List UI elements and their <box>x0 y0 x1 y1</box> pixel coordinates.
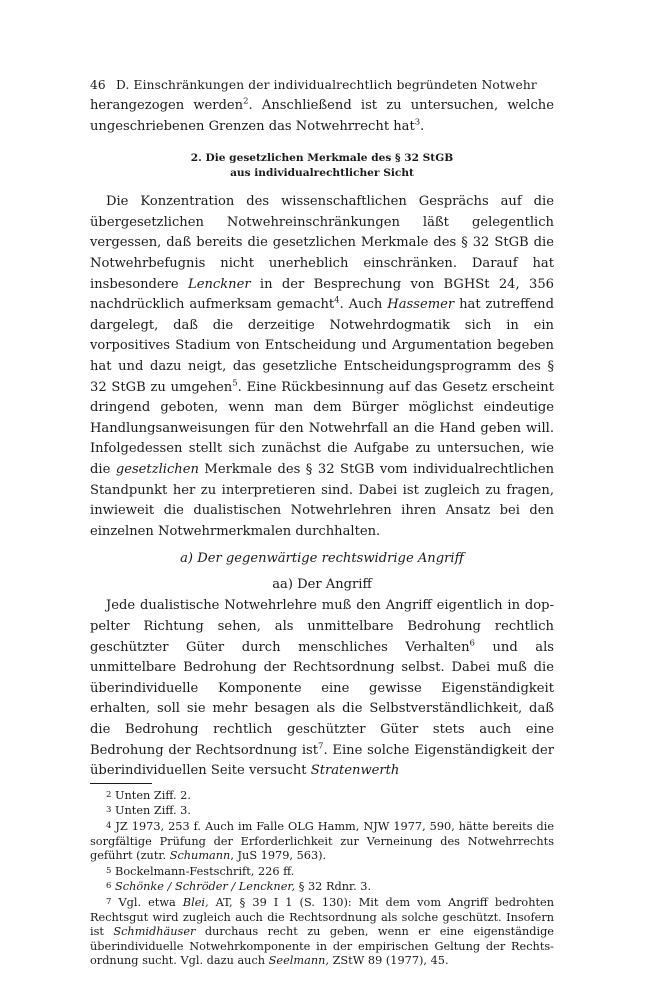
text-run: Merkmale des § 32 StGB vom individualrechtlichen Standpunkt her zu interpretieren sind. Dabei ist zugleich zu fragen, inwieweit die dualistischen Notwehrlehren ihren Ansatz bei den einzelnen Notwehrmerkmalen durchhalten. <box>90 461 554 539</box>
author-name: Schmidhäuser <box>113 925 196 939</box>
footnote-number: 5 <box>106 865 112 876</box>
author-name: Schönke / Schröder / Lenckner, <box>115 880 296 894</box>
author-name: Seelmann, <box>268 954 329 968</box>
footnote-number: 2 <box>106 789 112 800</box>
section-title-line: aus individualrechtlicher Sicht <box>230 166 414 179</box>
section-title <box>90 151 554 180</box>
footnote-ref: 2 <box>243 96 249 107</box>
footnote-text: durchaus recht zu geben, wenn er eine eigenständige überindividuelle Notwehrkomponente in der empirischen Geltung der Rechtsordnung sucht. Vgl. dazu auch <box>90 925 554 968</box>
footnote-text: Unten Ziff. 3. <box>115 804 191 818</box>
author-name: Schumann <box>169 849 231 863</box>
footnote <box>90 819 554 864</box>
running-title: D. Einschränkungen der individualrechtlich begründeten Notwehr <box>116 78 537 92</box>
intro-text: herangezogen werden <box>90 98 244 113</box>
footnote-ref: 3 <box>414 117 421 128</box>
footnote-text: Bockelmann-Festschrift, 226 ff. <box>115 864 295 878</box>
footnote <box>90 864 554 880</box>
footnote-ref: 4 <box>334 295 340 306</box>
main-text <box>90 96 554 782</box>
page-number: 46 <box>90 78 106 92</box>
intro-text: . <box>420 118 425 134</box>
footnote-ref: 5 <box>232 378 238 389</box>
text-run: . Eine Rückbesinnung auf das Gesetz erscheint dringend geboten, wenn man dem Bürger möglichst eindeutige Handlungsanweisungen für den Notwehrfall an die Hand geben will. Infolgedessen stellt sich zunächst die Aufgabe zu untersuchen, wie die <box>90 379 555 477</box>
intro-paragraph <box>90 96 554 137</box>
text-run: Jede dualistische Notwehrlehre muß den Angriff eigentlich in doppelter Richtung sehen, als unmittelbare Bedrohung rechtlich geschützter Güter durch menschliches Verhalten <box>90 598 554 655</box>
footnote-number: 7 <box>106 896 112 907</box>
footnote-text: § 32 Rdnr. 3. <box>295 880 372 894</box>
subheading: a) Der gegenwärtige rechtswidrige Angriff <box>180 551 464 567</box>
text-run: Die Konzentration des wissenschaftlichen Gesprächs auf die übergesetzlichen Notwehreinschränkungen läßt gelegentlich vergessen, daß bereits die gesetzlichen Merkmale des § 32 StGB die Notwehrbefugnis nicht unerheblich einschränken. Darauf hat insbesondere <box>90 194 554 292</box>
intro-text: . Anschließend ist zu untersuchen, welche ungeschriebenen Grenzen das Notwehrrecht hat <box>90 98 554 134</box>
text-run: und als unmittelbare Bedrohung der Rechtsordnung selbst. Dabei muß die überindividuelle Komponente eine gewisse Eigenständigkeit erhalten, soll sie mehr besagen als die Selbstverständlichkeit, daß die Bedrohung rechtlich geschützter Güter stets auch eine Bedrohung der Rechtsordnung ist <box>90 639 554 758</box>
footnote <box>90 788 554 804</box>
footnote-number: 3 <box>106 805 112 816</box>
book-page <box>90 78 554 969</box>
footnote <box>90 803 554 819</box>
footnote-text: Unten Ziff. 2. <box>115 788 191 802</box>
text-run: in der Besprechung von BGHSt 24, 356 nachdrücklich aufmerksam gemacht <box>90 276 554 313</box>
footnote-ref: 7 <box>318 741 324 752</box>
author-name: Lenckner <box>188 276 251 292</box>
emphasis: gesetzlichen <box>115 461 199 477</box>
text-run: . Eine solche Eigenständigkeit der überindividuellen Seite versucht <box>90 742 554 779</box>
footnote-text: Vgl. etwa <box>118 895 183 909</box>
footnote <box>90 879 554 895</box>
footnotes <box>90 788 554 969</box>
footnote-text: ZStW 89 (1977), 45. <box>328 954 449 968</box>
running-header <box>90 78 554 96</box>
footnote <box>90 895 554 969</box>
author-name: Stratenwerth <box>310 763 400 779</box>
footnote-text: AT, § 39 I 1 (S. 130): Mit dem vom Angriff bedrohten Rechtsgut wird zugleich auch die Rechtsordnung als solche geschützt. Insofern ist <box>90 895 554 939</box>
footnote-number: 6 <box>106 881 112 892</box>
paragraph <box>90 192 554 542</box>
subheading: aa) Der Angriff <box>272 576 372 592</box>
text-run: . Auch <box>339 297 388 313</box>
author-name: Hassemer <box>387 297 455 313</box>
footnote-number: 4 <box>106 821 112 831</box>
footnote-text: JZ 1973, 253 f. Auch im Falle OLG Hamm, NJW 1977, 590, hätte bereits die sorgfältige Prüfung der Erforderlichkeit zur Verneinung des Notwehrrechts geführt (zutr. <box>90 820 555 863</box>
author-name: Blei, <box>182 895 209 909</box>
footnote-ref: 6 <box>469 638 475 649</box>
section-title-line: 2. Die gesetzlichen Merkmale des § 32 StGB <box>190 152 454 165</box>
paragraph <box>90 596 554 781</box>
footnote-text: , JuS 1979, 563). <box>230 849 327 863</box>
footnote-divider <box>90 783 152 784</box>
text-run: hat zutreffend dargelegt, daß die derzeitige Notwehrdogmatik sich in ein vorpositives Stadium von Entscheidung und Argumentation begeben hat und dazu neigt, das gesetzliche Entscheidungsprogramm des § 32 StGB zu umgehen <box>90 297 554 395</box>
